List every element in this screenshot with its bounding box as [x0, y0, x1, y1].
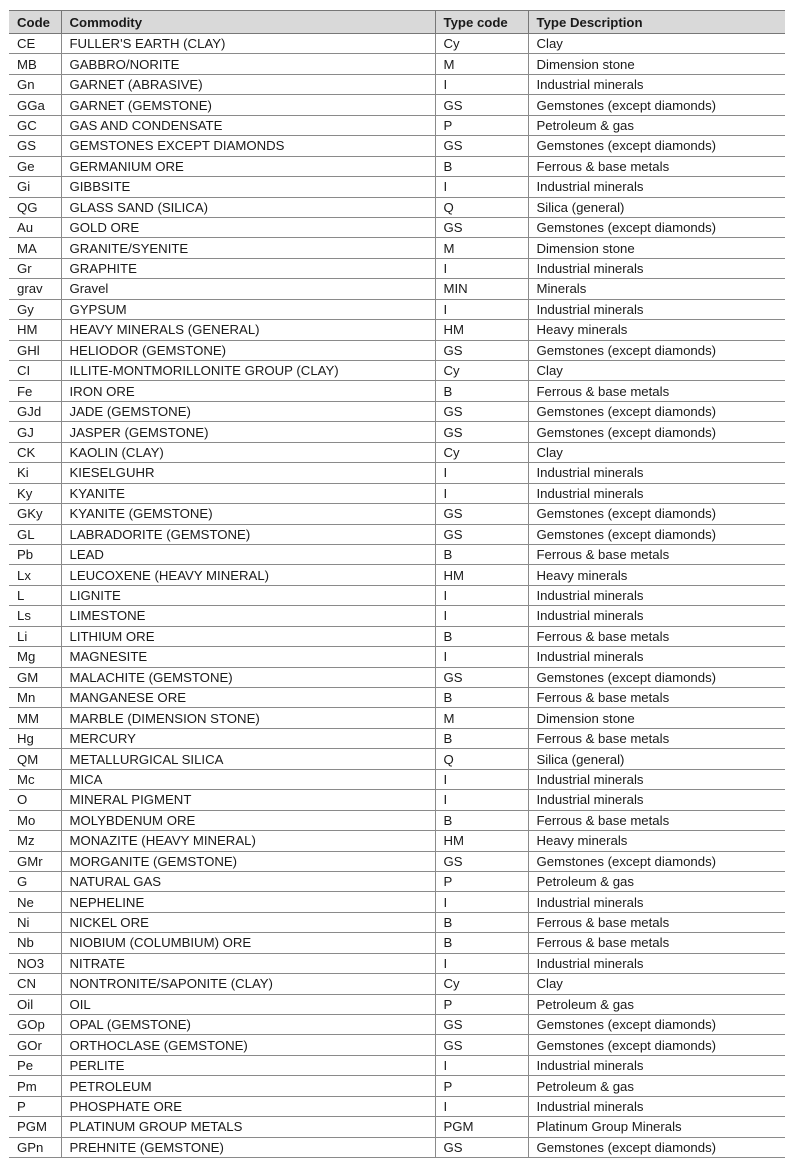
type-description-cell: Silica (general)	[528, 749, 785, 769]
code-cell: Au	[9, 217, 61, 237]
type-description-cell: Ferrous & base metals	[528, 626, 785, 646]
type-description-cell: Gemstones (except diamonds)	[528, 95, 785, 115]
type-description-cell: Ferrous & base metals	[528, 156, 785, 176]
code-cell: G	[9, 871, 61, 891]
table-row	[9, 933, 785, 953]
type-description-cell: Clay	[528, 974, 785, 994]
type-description-cell: Industrial minerals	[528, 647, 785, 667]
code-cell: Mo	[9, 810, 61, 830]
commodity-cell: GERMANIUM ORE	[61, 156, 435, 176]
commodity-cell: MARBLE (DIMENSION STONE)	[61, 708, 435, 728]
table-row	[9, 95, 785, 115]
type-code-cell: I	[435, 790, 528, 810]
commodity-cell: GIBBSITE	[61, 177, 435, 197]
code-cell: Ki	[9, 463, 61, 483]
code-cell: Gn	[9, 74, 61, 94]
type-code-cell: B	[435, 728, 528, 748]
table-row	[9, 34, 785, 54]
code-cell: Ls	[9, 606, 61, 626]
type-code-cell: B	[435, 933, 528, 953]
code-cell: HM	[9, 320, 61, 340]
type-code-cell: M	[435, 708, 528, 728]
table-row	[9, 728, 785, 748]
code-cell: MA	[9, 238, 61, 258]
type-description-cell: Industrial minerals	[528, 463, 785, 483]
code-cell: Pm	[9, 1076, 61, 1096]
table-row	[9, 667, 785, 687]
code-cell: Ni	[9, 912, 61, 932]
type-code-cell: B	[435, 626, 528, 646]
type-code-cell: GS	[435, 1015, 528, 1035]
table-row	[9, 1096, 785, 1116]
code-cell: GPn	[9, 1137, 61, 1157]
code-cell: Ne	[9, 892, 61, 912]
table-row	[9, 749, 785, 769]
table-row	[9, 340, 785, 360]
commodity-cell: NEPHELINE	[61, 892, 435, 912]
type-description-cell: Industrial minerals	[528, 483, 785, 503]
type-description-cell: Gemstones (except diamonds)	[528, 504, 785, 524]
type-description-cell: Clay	[528, 34, 785, 54]
type-description-cell: Gemstones (except diamonds)	[528, 1137, 785, 1157]
table-row	[9, 156, 785, 176]
type-code-cell: I	[435, 463, 528, 483]
table-row	[9, 279, 785, 299]
code-cell: Lx	[9, 565, 61, 585]
code-cell: GKy	[9, 504, 61, 524]
table-row	[9, 953, 785, 973]
commodity-cell: METALLURGICAL SILICA	[61, 749, 435, 769]
type-description-cell: Gemstones (except diamonds)	[528, 1035, 785, 1055]
type-code-cell: Cy	[435, 442, 528, 462]
code-cell: Gr	[9, 258, 61, 278]
type-code-cell: Q	[435, 197, 528, 217]
type-code-cell: I	[435, 299, 528, 319]
commodity-cell: HELIODOR (GEMSTONE)	[61, 340, 435, 360]
type-description-cell: Heavy minerals	[528, 320, 785, 340]
commodity-cell: NITRATE	[61, 953, 435, 973]
commodity-cell: NATURAL GAS	[61, 871, 435, 891]
code-cell: Mc	[9, 769, 61, 789]
header-commodity: Commodity	[61, 11, 435, 34]
type-code-cell: HM	[435, 565, 528, 585]
type-code-cell: B	[435, 156, 528, 176]
table-row	[9, 1035, 785, 1055]
commodity-cell: OIL	[61, 994, 435, 1014]
type-description-cell: Industrial minerals	[528, 177, 785, 197]
commodity-cell: GRANITE/SYENITE	[61, 238, 435, 258]
commodity-cell: GABBRO/NORITE	[61, 54, 435, 74]
code-cell: NO3	[9, 953, 61, 973]
table-row	[9, 136, 785, 156]
table-row	[9, 790, 785, 810]
type-description-cell: Ferrous & base metals	[528, 933, 785, 953]
type-description-cell: Industrial minerals	[528, 585, 785, 605]
type-description-cell: Petroleum & gas	[528, 994, 785, 1014]
commodity-cell: GOLD ORE	[61, 217, 435, 237]
table-row	[9, 810, 785, 830]
commodity-cell: GEMSTONES EXCEPT DIAMONDS	[61, 136, 435, 156]
type-code-cell: GS	[435, 1035, 528, 1055]
type-description-cell: Heavy minerals	[528, 565, 785, 585]
commodity-cell: MONAZITE (HEAVY MINERAL)	[61, 831, 435, 851]
code-cell: GOp	[9, 1015, 61, 1035]
code-cell: Pb	[9, 544, 61, 564]
type-code-cell: GS	[435, 1137, 528, 1157]
commodity-cell: NONTRONITE/SAPONITE (CLAY)	[61, 974, 435, 994]
commodity-cell: KIESELGUHR	[61, 463, 435, 483]
document-page	[9, 10, 785, 1158]
type-code-cell: GS	[435, 667, 528, 687]
code-cell: Hg	[9, 728, 61, 748]
code-cell: O	[9, 790, 61, 810]
type-code-cell: GS	[435, 95, 528, 115]
code-cell: PGM	[9, 1117, 61, 1137]
type-description-cell: Minerals	[528, 279, 785, 299]
commodity-cell: LIGNITE	[61, 585, 435, 605]
commodity-cell: LITHIUM ORE	[61, 626, 435, 646]
table-row	[9, 606, 785, 626]
commodity-cell: MERCURY	[61, 728, 435, 748]
table-row	[9, 851, 785, 871]
type-code-cell: PGM	[435, 1117, 528, 1137]
type-description-cell: Industrial minerals	[528, 606, 785, 626]
table-row	[9, 442, 785, 462]
type-description-cell: Ferrous & base metals	[528, 728, 785, 748]
type-code-cell: I	[435, 953, 528, 973]
code-cell: QM	[9, 749, 61, 769]
header-row	[9, 11, 785, 34]
type-code-cell: Cy	[435, 34, 528, 54]
table-row	[9, 299, 785, 319]
commodity-cell: GYPSUM	[61, 299, 435, 319]
code-cell: Pe	[9, 1055, 61, 1075]
type-code-cell: MIN	[435, 279, 528, 299]
commodity-cell: GARNET (GEMSTONE)	[61, 95, 435, 115]
table-row	[9, 197, 785, 217]
header-type-description: Type Description	[528, 11, 785, 34]
table-body	[9, 34, 785, 1158]
type-description-cell: Ferrous & base metals	[528, 544, 785, 564]
commodity-cell: GARNET (ABRASIVE)	[61, 74, 435, 94]
commodity-cell: PREHNITE (GEMSTONE)	[61, 1137, 435, 1157]
table-row	[9, 320, 785, 340]
code-cell: GL	[9, 524, 61, 544]
code-cell: GJ	[9, 422, 61, 442]
code-cell: Ge	[9, 156, 61, 176]
table-header	[9, 11, 785, 34]
commodity-cell: KAOLIN (CLAY)	[61, 442, 435, 462]
code-cell: MB	[9, 54, 61, 74]
type-description-cell: Industrial minerals	[528, 258, 785, 278]
table-row	[9, 585, 785, 605]
type-description-cell: Gemstones (except diamonds)	[528, 1015, 785, 1035]
type-description-cell: Gemstones (except diamonds)	[528, 401, 785, 421]
type-description-cell: Ferrous & base metals	[528, 688, 785, 708]
table-row	[9, 647, 785, 667]
table-row	[9, 626, 785, 646]
code-cell: QG	[9, 197, 61, 217]
table-row	[9, 994, 785, 1014]
table-row	[9, 463, 785, 483]
type-description-cell: Industrial minerals	[528, 769, 785, 789]
code-cell: GMr	[9, 851, 61, 871]
type-code-cell: GS	[435, 422, 528, 442]
commodity-cell: GAS AND CONDENSATE	[61, 115, 435, 135]
type-code-cell: I	[435, 483, 528, 503]
type-description-cell: Platinum Group Minerals	[528, 1117, 785, 1137]
code-cell: MM	[9, 708, 61, 728]
table-row	[9, 504, 785, 524]
commodity-cell: LIMESTONE	[61, 606, 435, 626]
table-row	[9, 483, 785, 503]
code-cell: GS	[9, 136, 61, 156]
type-code-cell: GS	[435, 136, 528, 156]
type-description-cell: Gemstones (except diamonds)	[528, 340, 785, 360]
type-code-cell: Cy	[435, 361, 528, 381]
type-code-cell: Cy	[435, 974, 528, 994]
code-cell: GGa	[9, 95, 61, 115]
type-code-cell: P	[435, 994, 528, 1014]
table-row	[9, 1117, 785, 1137]
table-row	[9, 1076, 785, 1096]
commodity-cell: GRAPHITE	[61, 258, 435, 278]
table-row	[9, 422, 785, 442]
table-row	[9, 177, 785, 197]
type-code-cell: B	[435, 912, 528, 932]
type-description-cell: Petroleum & gas	[528, 115, 785, 135]
table-row	[9, 831, 785, 851]
type-code-cell: I	[435, 647, 528, 667]
commodity-cell: HEAVY MINERALS (GENERAL)	[61, 320, 435, 340]
type-description-cell: Heavy minerals	[528, 831, 785, 851]
table-row	[9, 688, 785, 708]
type-code-cell: P	[435, 1076, 528, 1096]
code-cell: Oil	[9, 994, 61, 1014]
type-code-cell: B	[435, 810, 528, 830]
type-code-cell: M	[435, 238, 528, 258]
code-cell: Mn	[9, 688, 61, 708]
type-description-cell: Petroleum & gas	[528, 871, 785, 891]
commodity-cell: IRON ORE	[61, 381, 435, 401]
code-cell: Fe	[9, 381, 61, 401]
code-cell: Ky	[9, 483, 61, 503]
commodity-cell: Gravel	[61, 279, 435, 299]
type-code-cell: GS	[435, 401, 528, 421]
code-cell: GOr	[9, 1035, 61, 1055]
type-code-cell: M	[435, 54, 528, 74]
code-cell: Mg	[9, 647, 61, 667]
table-row	[9, 1055, 785, 1075]
table-row	[9, 217, 785, 237]
type-description-cell: Dimension stone	[528, 238, 785, 258]
type-description-cell: Industrial minerals	[528, 892, 785, 912]
code-cell: CN	[9, 974, 61, 994]
type-description-cell: Gemstones (except diamonds)	[528, 851, 785, 871]
type-description-cell: Gemstones (except diamonds)	[528, 667, 785, 687]
type-code-cell: GS	[435, 851, 528, 871]
table-row	[9, 544, 785, 564]
commodity-table	[9, 10, 785, 1158]
table-row	[9, 401, 785, 421]
type-code-cell: I	[435, 769, 528, 789]
commodity-cell: ORTHOCLASE (GEMSTONE)	[61, 1035, 435, 1055]
code-cell: Nb	[9, 933, 61, 953]
type-description-cell: Gemstones (except diamonds)	[528, 524, 785, 544]
commodity-cell: MINERAL PIGMENT	[61, 790, 435, 810]
table-row	[9, 974, 785, 994]
commodity-cell: MORGANITE (GEMSTONE)	[61, 851, 435, 871]
type-code-cell: I	[435, 1055, 528, 1075]
type-description-cell: Gemstones (except diamonds)	[528, 136, 785, 156]
type-code-cell: GS	[435, 524, 528, 544]
code-cell: Li	[9, 626, 61, 646]
commodity-cell: PETROLEUM	[61, 1076, 435, 1096]
table-row	[9, 361, 785, 381]
type-code-cell: HM	[435, 831, 528, 851]
type-description-cell: Industrial minerals	[528, 1055, 785, 1075]
commodity-cell: MAGNESITE	[61, 647, 435, 667]
commodity-cell: JASPER (GEMSTONE)	[61, 422, 435, 442]
type-description-cell: Industrial minerals	[528, 1096, 785, 1116]
commodity-cell: PHOSPHATE ORE	[61, 1096, 435, 1116]
code-cell: CK	[9, 442, 61, 462]
table-row	[9, 74, 785, 94]
commodity-cell: ILLITE-MONTMORILLONITE GROUP (CLAY)	[61, 361, 435, 381]
type-description-cell: Gemstones (except diamonds)	[528, 422, 785, 442]
type-description-cell: Industrial minerals	[528, 299, 785, 319]
commodity-cell: GLASS SAND (SILICA)	[61, 197, 435, 217]
commodity-cell: MICA	[61, 769, 435, 789]
code-cell: Gi	[9, 177, 61, 197]
type-code-cell: GS	[435, 340, 528, 360]
type-code-cell: I	[435, 892, 528, 912]
type-description-cell: Dimension stone	[528, 708, 785, 728]
type-code-cell: B	[435, 381, 528, 401]
code-cell: Mz	[9, 831, 61, 851]
type-description-cell: Ferrous & base metals	[528, 381, 785, 401]
type-code-cell: I	[435, 606, 528, 626]
header-code: Code	[9, 11, 61, 34]
table-row	[9, 238, 785, 258]
code-cell: Gy	[9, 299, 61, 319]
type-description-cell: Petroleum & gas	[528, 1076, 785, 1096]
table-row	[9, 524, 785, 544]
commodity-cell: FULLER'S EARTH (CLAY)	[61, 34, 435, 54]
type-code-cell: GS	[435, 217, 528, 237]
type-code-cell: I	[435, 1096, 528, 1116]
table-row	[9, 769, 785, 789]
commodity-cell: MOLYBDENUM ORE	[61, 810, 435, 830]
code-cell: GJd	[9, 401, 61, 421]
type-code-cell: P	[435, 115, 528, 135]
type-code-cell: I	[435, 258, 528, 278]
commodity-cell: NICKEL ORE	[61, 912, 435, 932]
commodity-cell: MALACHITE (GEMSTONE)	[61, 667, 435, 687]
commodity-cell: MANGANESE ORE	[61, 688, 435, 708]
type-code-cell: I	[435, 585, 528, 605]
table-row	[9, 708, 785, 728]
code-cell: CE	[9, 34, 61, 54]
commodity-cell: LEAD	[61, 544, 435, 564]
code-cell: GHl	[9, 340, 61, 360]
commodity-cell: NIOBIUM (COLUMBIUM) ORE	[61, 933, 435, 953]
type-description-cell: Industrial minerals	[528, 953, 785, 973]
type-description-cell: Clay	[528, 361, 785, 381]
code-cell: P	[9, 1096, 61, 1116]
type-code-cell: B	[435, 544, 528, 564]
type-code-cell: Q	[435, 749, 528, 769]
type-description-cell: Dimension stone	[528, 54, 785, 74]
type-code-cell: B	[435, 688, 528, 708]
table-row	[9, 565, 785, 585]
type-description-cell: Gemstones (except diamonds)	[528, 217, 785, 237]
commodity-cell: PLATINUM GROUP METALS	[61, 1117, 435, 1137]
type-description-cell: Clay	[528, 442, 785, 462]
table-row	[9, 892, 785, 912]
table-row	[9, 871, 785, 891]
commodity-cell: OPAL (GEMSTONE)	[61, 1015, 435, 1035]
commodity-cell: KYANITE	[61, 483, 435, 503]
type-description-cell: Industrial minerals	[528, 74, 785, 94]
type-code-cell: HM	[435, 320, 528, 340]
type-description-cell: Ferrous & base metals	[528, 912, 785, 932]
commodity-cell: KYANITE (GEMSTONE)	[61, 504, 435, 524]
type-description-cell: Ferrous & base metals	[528, 810, 785, 830]
commodity-cell: LABRADORITE (GEMSTONE)	[61, 524, 435, 544]
code-cell: CI	[9, 361, 61, 381]
commodity-cell: JADE (GEMSTONE)	[61, 401, 435, 421]
commodity-cell: PERLITE	[61, 1055, 435, 1075]
type-code-cell: P	[435, 871, 528, 891]
table-row	[9, 54, 785, 74]
table-row	[9, 115, 785, 135]
table-row	[9, 912, 785, 932]
header-type-code: Type code	[435, 11, 528, 34]
type-description-cell: Silica (general)	[528, 197, 785, 217]
table-row	[9, 258, 785, 278]
table-row	[9, 1137, 785, 1157]
type-description-cell: Industrial minerals	[528, 790, 785, 810]
code-cell: GM	[9, 667, 61, 687]
type-code-cell: GS	[435, 504, 528, 524]
table-row	[9, 381, 785, 401]
type-code-cell: I	[435, 177, 528, 197]
code-cell: L	[9, 585, 61, 605]
commodity-cell: LEUCOXENE (HEAVY MINERAL)	[61, 565, 435, 585]
type-code-cell: I	[435, 74, 528, 94]
table-row	[9, 1015, 785, 1035]
code-cell: GC	[9, 115, 61, 135]
code-cell: grav	[9, 279, 61, 299]
